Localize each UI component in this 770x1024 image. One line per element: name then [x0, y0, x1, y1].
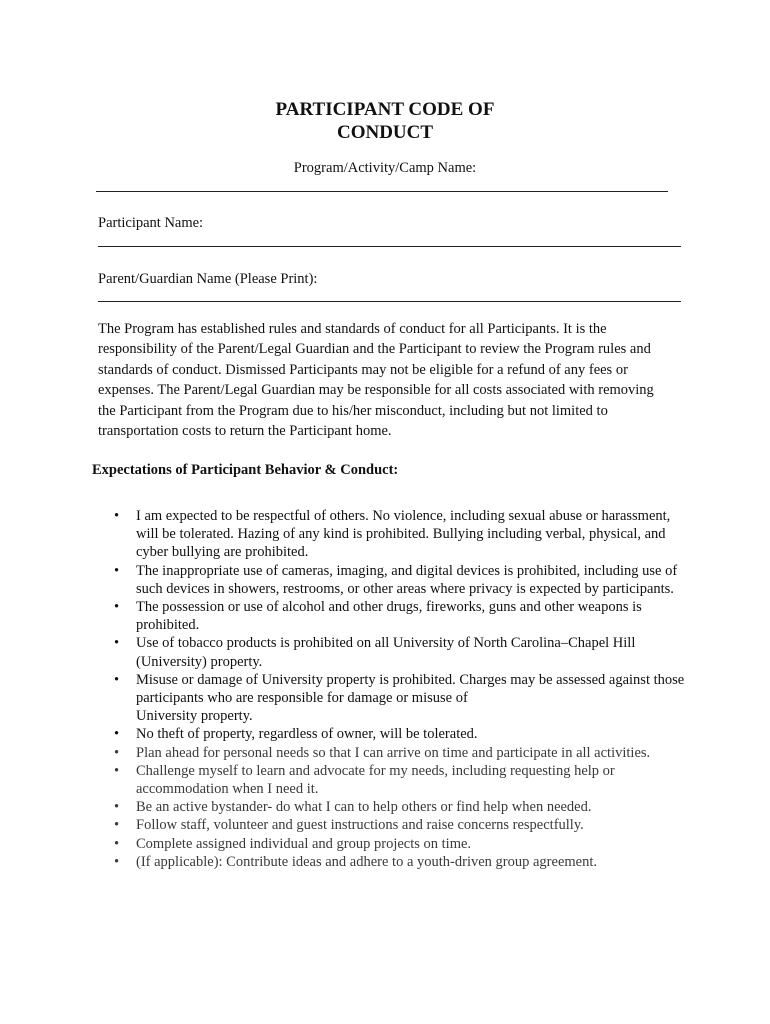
program-name-label: Program/Activity/Camp Name:	[293, 160, 477, 176]
list-item: • Use of tobacco products is prohibited on all University of North Carolina–Chapel Hill (University) property.	[112, 634, 692, 670]
list-item: • The inappropriate use of cameras, imaging, and digital devices is prohibited, including use of such devices in showers, restrooms, or other areas where privacy is expected by participants.	[112, 562, 692, 598]
guardian-name-line[interactable]	[98, 301, 681, 302]
participant-name-label: Participant Name:	[98, 215, 204, 231]
list-item: • No theft of property, regardless of owner, will be tolerated.	[112, 725, 692, 743]
expectations-heading: Expectations of Participant Behavior & Conduct:	[92, 462, 399, 478]
title-line-1: PARTICIPANT CODE OF	[275, 99, 495, 120]
program-name-line[interactable]	[96, 191, 668, 192]
expectations-list	[112, 507, 692, 871]
list-item: • Follow staff, volunteer and guest instructions and raise concerns respectfully.	[112, 816, 692, 834]
title-line-2: CONDUCT	[336, 122, 434, 143]
list-item: • Challenge myself to learn and advocate for my needs, including requesting help or accommodation when I need it.	[112, 762, 692, 798]
document-title	[0, 98, 770, 144]
participant-name-line[interactable]	[98, 246, 681, 247]
list-item: • I am expected to be respectful of others. No violence, including sexual abuse or harassment, will be tolerated. Hazing of any kind is prohibited. Bullying including verbal, physical, and cyber bullying are prohibited.	[112, 507, 692, 562]
list-item-continuation: University property.	[136, 708, 253, 725]
guardian-name-label: Parent/Guardian Name (Please Print):	[98, 271, 318, 287]
list-item: • Plan ahead for personal needs so that I can arrive on time and participate in all activities.	[112, 744, 692, 762]
list-item: • (If applicable): Contribute ideas and adhere to a youth-driven group agreement.	[112, 853, 692, 871]
policy-paragraph: The Program has established rules and standards of conduct for all Participants. It is the responsibility of the Parent/Legal Guardian and the Participant to review the Program rules and standards of conduct. Dismissed Participants may not be eligible for a refund of any fees or expenses. The Parent/Legal Guardian may be responsible for all costs associated with removing the Participant from the Program due to his/her misconduct, including but not limited to transportation costs to return the Participant home.	[98, 321, 654, 440]
list-item: • Misuse or damage of University property is prohibited. Charges may be assessed against those participants who are responsible for damage or misuse of University property.	[112, 671, 692, 726]
list-item: • Be an active bystander- do what I can to help others or find help when needed.	[112, 798, 692, 816]
list-item: • The possession or use of alcohol and other drugs, fireworks, guns and other weapons is prohibited.	[112, 598, 692, 634]
list-item: • Complete assigned individual and group projects on time.	[112, 835, 692, 853]
